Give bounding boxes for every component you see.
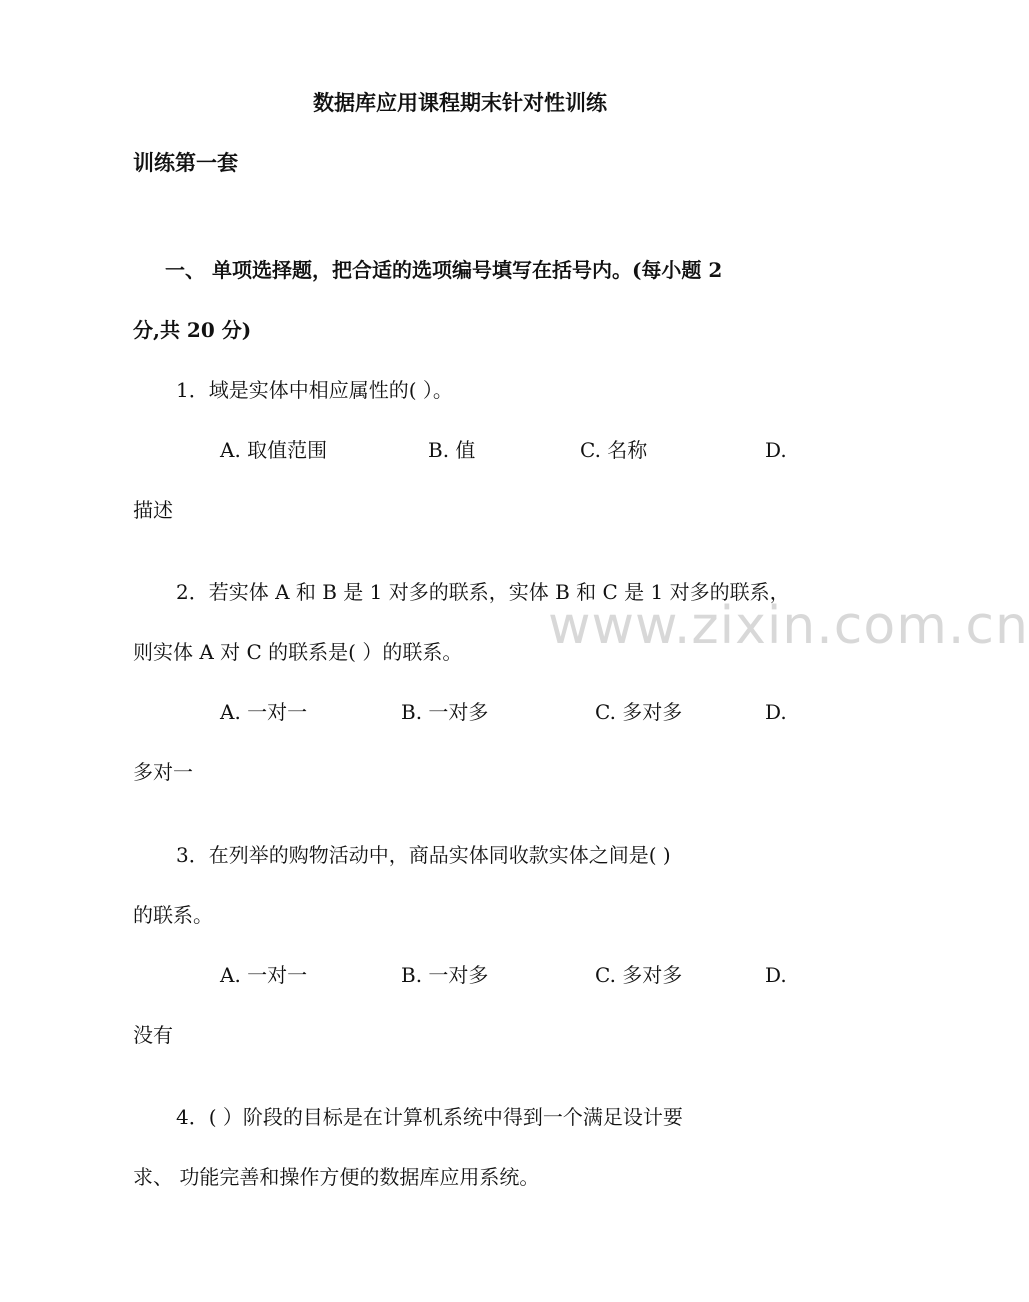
watermark: www.zixin.com.cn (548, 596, 1029, 656)
question-3-stem-line2: 的联系。 (133, 903, 213, 927)
question-2-option-d-text: 多对一 (133, 760, 193, 784)
question-3-option-c: C. 多对多 (595, 963, 683, 987)
question-2-option-d: D. (765, 700, 787, 724)
question-2-stem-line1: 2．若实体 A 和 B 是 1 对多的联系，实体 B 和 C 是 1 对多的联系， (176, 580, 790, 604)
question-2-option-b: B. 一对多 (401, 700, 489, 724)
document-title: 数据库应用课程期末针对性训练 (313, 90, 607, 115)
question-1-option-a: A. 取值范围 (220, 438, 328, 462)
question-1-option-c: C. 名称 (580, 438, 648, 462)
question-2-option-a: A. 一对一 (220, 700, 308, 724)
question-1-option-d: D. (765, 438, 787, 462)
question-3-option-d: D. (765, 963, 787, 987)
section-heading-line1: 一、 单项选择题，把合适的选项编号填写在括号内。(每小题 2 (165, 258, 723, 282)
question-3-stem-line1: 3．在列举的购物活动中，商品实体同收款实体之间是( ) (176, 843, 671, 867)
question-1-option-d-text: 描述 (133, 498, 173, 522)
question-4-stem-line1: 4．( ）阶段的目标是在计算机系统中得到一个满足设计要 (176, 1105, 683, 1129)
set-heading: 训练第一套 (133, 150, 238, 175)
question-3-option-b: B. 一对多 (401, 963, 489, 987)
question-1-option-b: B. 值 (428, 438, 476, 462)
question-2-stem-line2: 则实体 A 对 C 的联系是( ）的联系。 (133, 640, 463, 664)
section-heading-line2: 分,共 20 分) (133, 318, 252, 342)
question-3-option-d-text: 没有 (133, 1023, 173, 1047)
question-3-option-a: A. 一对一 (220, 963, 308, 987)
question-1-stem: 1．域是实体中相应属性的( ）。 (176, 378, 453, 402)
question-4-stem-line2: 求、 功能完善和操作方便的数据库应用系统。 (133, 1165, 540, 1189)
question-2-option-c: C. 多对多 (595, 700, 683, 724)
